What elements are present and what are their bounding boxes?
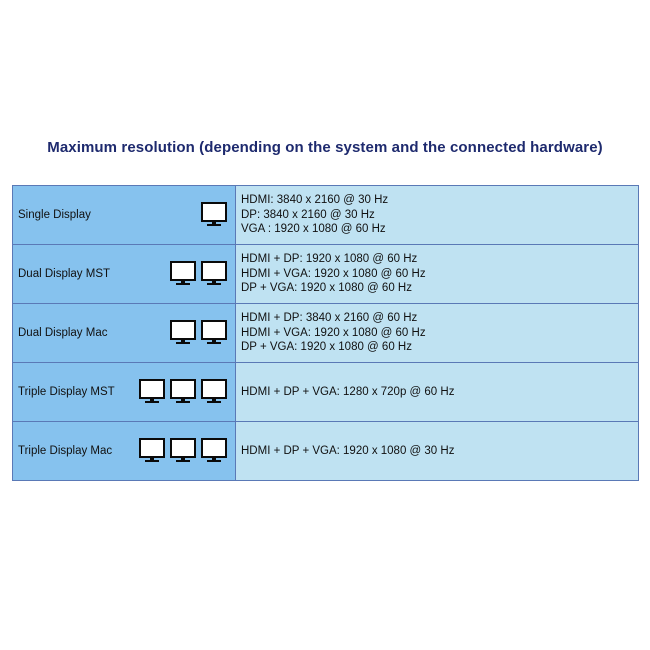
display-mode-cell [13, 245, 236, 304]
page-title: Maximum resolution (depending on the system and the connected hardware) [47, 139, 603, 156]
resolution-cell [236, 304, 639, 363]
resolution-spec: HDMI + DP + VGA: 1920 x 1080 @ 30 Hz [241, 444, 455, 457]
monitor-icon [201, 202, 227, 228]
table-row [13, 304, 639, 363]
resolution-spec: DP + VGA: 1920 x 1080 @ 60 Hz [241, 282, 412, 295]
monitor-icons [139, 379, 227, 405]
monitor-icon [201, 438, 227, 464]
resolution-cell [236, 363, 639, 422]
monitor-icon [170, 379, 196, 405]
resolution-table [12, 185, 639, 481]
monitor-icon [170, 438, 196, 464]
table-row [13, 363, 639, 422]
resolution-spec: HDMI + DP + VGA: 1280 x 720p @ 60 Hz [241, 385, 455, 398]
monitor-icon [201, 379, 227, 405]
resolution-cell [236, 245, 639, 304]
resolution-spec: HDMI + DP: 3840 x 2160 @ 60 Hz [241, 312, 418, 325]
table-row [13, 245, 639, 304]
monitor-icon [201, 320, 227, 346]
resolution-table-body [13, 186, 639, 481]
display-mode-cell [13, 186, 236, 245]
resolution-spec: HDMI: 3840 x 2160 @ 30 Hz [241, 194, 389, 207]
monitor-icon [139, 438, 165, 464]
display-mode-cell [13, 422, 236, 481]
display-mode-label: Dual Display Mac [18, 327, 108, 339]
monitor-icon [170, 261, 196, 287]
display-mode-label: Single Display [18, 209, 91, 221]
display-mode-label: Dual Display MST [18, 268, 111, 280]
monitor-icons [139, 438, 227, 464]
monitor-icon [201, 261, 227, 287]
table-row [13, 422, 639, 481]
display-mode-label: Triple Display MST [18, 386, 115, 398]
monitor-icons [170, 261, 227, 287]
resolution-spec: HDMI + VGA: 1920 x 1080 @ 60 Hz [241, 267, 426, 280]
resolution-spec: VGA : 1920 x 1080 @ 60 Hz [241, 223, 386, 236]
display-mode-cell [13, 304, 236, 363]
table-row [13, 186, 639, 245]
monitor-icon [170, 320, 196, 346]
display-mode-cell [13, 363, 236, 422]
monitor-icon [139, 379, 165, 405]
monitor-icons [170, 320, 227, 346]
resolution-cell [236, 422, 639, 481]
resolution-spec: HDMI + VGA: 1920 x 1080 @ 60 Hz [241, 326, 426, 339]
resolution-spec: DP: 3840 x 2160 @ 30 Hz [241, 208, 375, 221]
resolution-cell [236, 186, 639, 245]
monitor-icons [201, 202, 227, 228]
resolution-spec: HDMI + DP: 1920 x 1080 @ 60 Hz [241, 253, 418, 266]
resolution-spec: DP + VGA: 1920 x 1080 @ 60 Hz [241, 341, 412, 354]
display-mode-label: Triple Display Mac [18, 445, 113, 457]
